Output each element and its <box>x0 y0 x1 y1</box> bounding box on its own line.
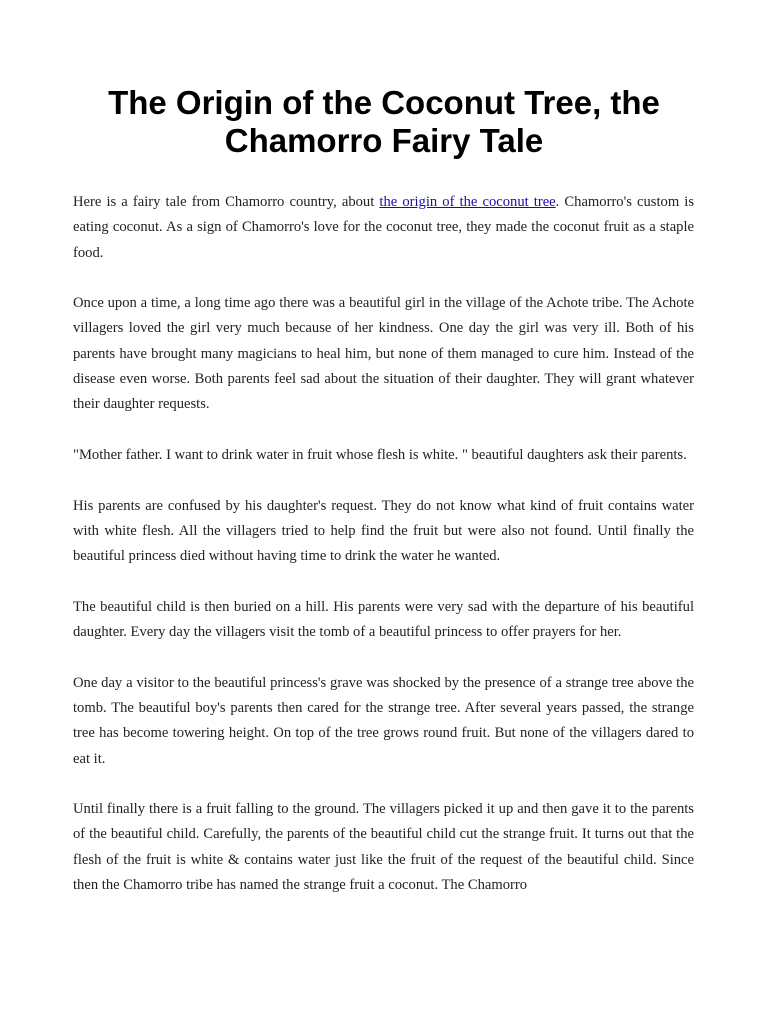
paragraph-intro <box>73 190 694 266</box>
paragraph-fruit-falls: Until finally there is a fruit falling to the ground. The villagers picked it up and then gave it to the parents of the beautiful child. Carefully, the parents of the beautiful child cut the strange fruit. It turns out that the flesh of the fruit is white & contains water just like the fruit of the request of the beautiful child. Since then the Chamorro tribe has named the strange fruit a coconut. The Chamorro <box>73 801 694 894</box>
paragraph-intro-text-end: . Chamorro's custom is eating coconut. As a sign of Chamorro's love for the coconut tree, they made the coconut fruit as a staple food. <box>73 194 695 261</box>
paragraph-parents-confused: His parents are confused by his daughter's request. They do not know what kind of fruit contains water with white flesh. All the villagers tried to help find the fruit but were also not found. Until finally the beautiful princess died without having time to drink the water he wanted. <box>73 497 694 565</box>
paragraph-request-quote: "Mother father. I want to drink water in fruit whose flesh is white. " beautiful daughters ask their parents. <box>73 446 687 463</box>
coconut-origin-link[interactable]: the origin of the coconut tree <box>379 194 556 210</box>
document-title: The Origin of the Coconut Tree, the Chamorro Fairy Tale <box>108 84 660 159</box>
paragraph-burial: The beautiful child is then buried on a hill. His parents were very sad with the departure of his beautiful daughter. Every day the villagers visit the tomb of a beautiful princess to offer prayers for her. <box>73 598 694 641</box>
paragraph-strange-tree: One day a visitor to the beautiful princess's grave was shocked by the presence of a strange tree above the tomb. The beautiful boy's parents then cared for the strange tree. After several years passed, the strange tree has become towering height. On top of the tree grows round fruit. But none of the villagers dared to eat it. <box>73 674 694 767</box>
paragraph-intro-text-start: Here is a fairy tale from Chamorro country, about <box>73 194 380 210</box>
paragraph-once-upon: Once upon a time, a long time ago there was a beautiful girl in the village of the Achote tribe. The Achote villagers loved the girl very much because of her kindness. One day the girl was very ill. Both of his parents have brought many magicians to heal him, but none of them managed to cure him. Instead of the disease even worse. Both parents feel sad about the situation of their daughter. They will grant whatever their daughter requests. <box>73 295 694 413</box>
document-body <box>73 190 694 924</box>
